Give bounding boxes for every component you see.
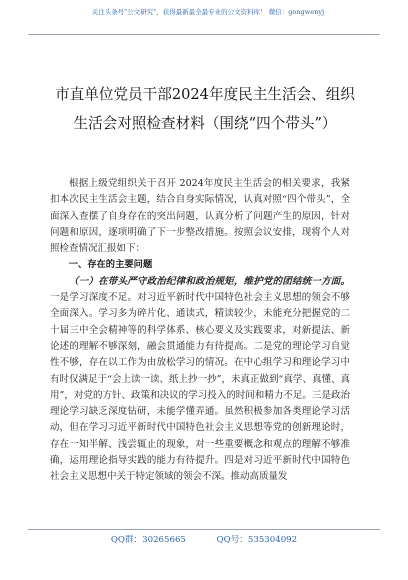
section-heading-problems: 一、存在的主要问题 xyxy=(68,259,153,271)
footer-contact xyxy=(0,534,408,546)
header-notice: 关注头条号"公文研究"，获得最新最全最专业的公文资料库！ 微信：gongwenyj xyxy=(91,8,325,16)
document-body xyxy=(50,176,350,486)
subsection-lead: （一）在带头严守政治纪律和政治规矩，维护党的团结统一方面。 xyxy=(69,275,350,287)
intro-paragraph: 根据上级党组织关于召开 2024年度民主生活会的相关要求，我紧扣本次民主生活会主题，结合自身实际情况，认真对照“四个带头”，全面深入查摆了自身存在的突出问题，认真分析了问题产生的原因，针对问题和原因，逐项明确了下一步整改措施。按照会议安排，现将个人对照检查情况汇报如下： xyxy=(50,178,350,255)
footer-qq-group: QQ群：30265665 xyxy=(110,535,186,545)
subsection-paragraph xyxy=(50,274,350,486)
subsection-body: 一是学习深度不足。对习近平新时代中国特色社会主义思想的领会不够全面深入。学习多为碎片化、通读式，精读较少，未能充分把握党的二十届三中全会精神等的科学体系、核心要义及实践要求，对新提法、新论述的理解不够深刻，融会贯通能力有待提高。二是党的理论学习自觉性不够，存在以工作为由放松学习的情况。在中心组学习和理论学习中有时仅满足于“会上读一读、纸上抄一抄”，未真正做到“真学、真懂、真用”，对党的方针、政策和决议的学习投入的时间和精力不足。三是政治理论学习缺乏深度钻研，未能学懂弄通。虽然积极参加各类理论学习活动，但在学习习近平新时代中国特色社会主义思想等党的创新理论时，存在一知半解、浅尝辄止的现象，对一些重要概念和观点的理解不够准确，运用理论指导实践的能力有待提升。四是对习近平新时代中国特色社会主义思想中关于特定领域的领会不深。推动高质量发 xyxy=(50,292,350,483)
header-divider xyxy=(28,34,380,35)
footer-divider xyxy=(28,529,380,530)
document-title: 市直单位党员干部2024年度民主生活会、组织生活会对照检查材料（围绕“四个带头”） xyxy=(55,85,355,132)
footer-qq-number: QQ号：535304092 xyxy=(216,535,298,545)
